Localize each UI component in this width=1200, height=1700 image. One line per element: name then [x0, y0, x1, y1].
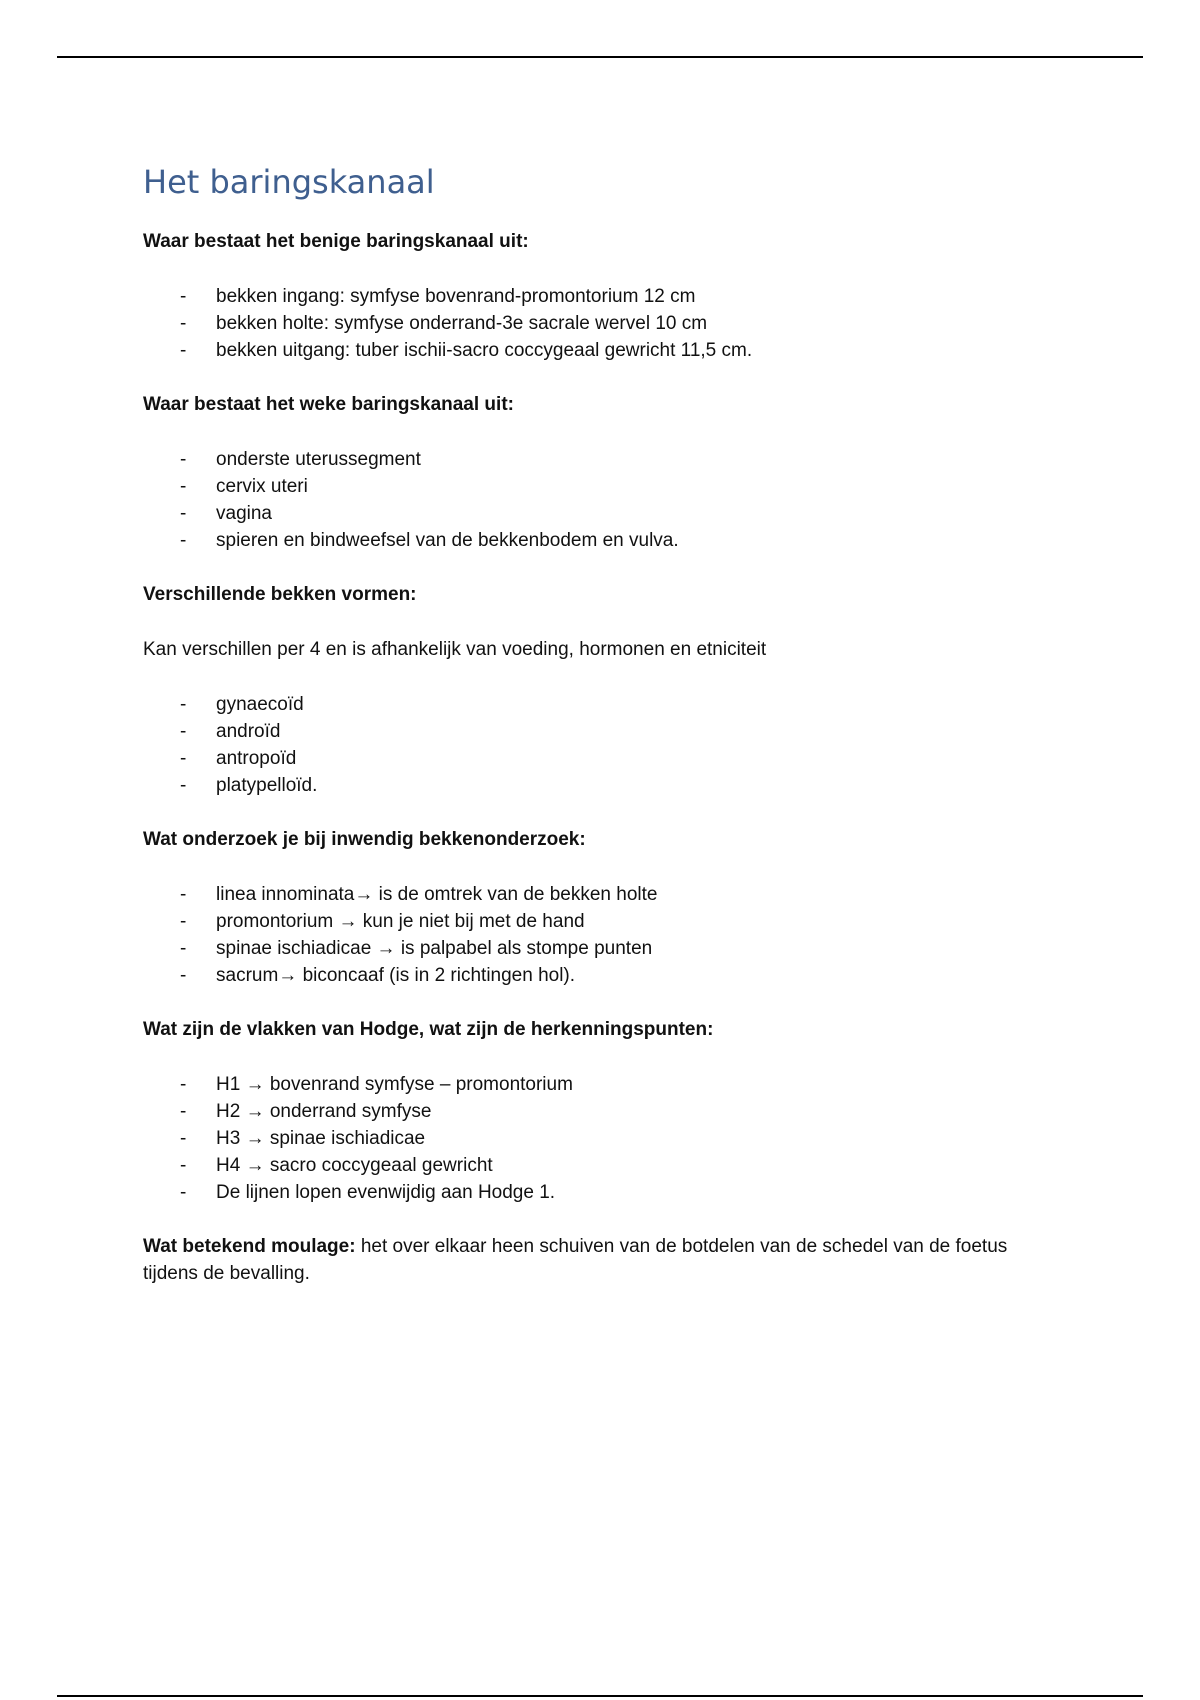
bullet-dash: - — [180, 938, 187, 959]
bullet-dash: - — [180, 694, 187, 715]
bullet-list — [143, 446, 1043, 554]
list-item: - H2 → onderrand symfyse — [143, 1098, 1043, 1125]
section-text: Kan verschillen per 4 en is afhankelijk van voeding, hormonen en etniciteit — [143, 639, 767, 660]
bullet-dash: - — [180, 748, 187, 769]
list-item: - spinae ischiadicae → is palpabel als stompe punten — [143, 935, 1043, 962]
bullet-dash: - — [180, 340, 187, 361]
bullet-dash: - — [180, 449, 187, 470]
bullet-dash: - — [180, 476, 187, 497]
list-item: - linea innominata→ is de omtrek van de bekken holte — [143, 881, 1043, 908]
list-item: - androïd — [143, 718, 1043, 745]
bullet-dash: - — [180, 1182, 187, 1203]
bullet-dash: - — [180, 775, 187, 796]
bullet-dash: - — [180, 313, 187, 334]
bullet-dash: - — [180, 286, 187, 307]
moulage-label: Wat betekend moulage: — [143, 1236, 356, 1257]
section-heading: Wat onderzoek je bij inwendig bekkenonderzoek: — [143, 829, 586, 850]
bullet-dash: - — [180, 503, 187, 524]
section-hodge — [143, 1016, 1043, 1206]
list-item: - H1 → bovenrand symfyse – promontorium — [143, 1071, 1043, 1098]
section-heading: Waar bestaat het benige baringskanaal uit: — [143, 231, 529, 252]
bullet-list — [143, 283, 1043, 364]
footer-rule — [57, 1695, 1143, 1697]
list-item: - bekken uitgang: tuber ischii-sacro coccygeaal gewricht 11,5 cm. — [143, 337, 1043, 364]
section-heading: Waar bestaat het weke baringskanaal uit: — [143, 394, 514, 415]
section-bekkenvormen — [143, 581, 1043, 799]
bullet-dash: - — [180, 530, 187, 551]
bullet-list — [143, 1071, 1043, 1206]
bullet-dash: - — [180, 721, 187, 742]
list-item: - promontorium → kun je niet bij met de hand — [143, 908, 1043, 935]
list-item: - platypelloïd. — [143, 772, 1043, 799]
list-item: - sacrum→ biconcaaf (is in 2 richtingen hol). — [143, 962, 1043, 989]
bullet-dash: - — [180, 1155, 187, 1176]
section-heading: Wat zijn de vlakken van Hodge, wat zijn de herkenningspunten: — [143, 1019, 714, 1040]
header-rule — [57, 56, 1143, 58]
bullet-list — [143, 691, 1043, 799]
bullet-list — [143, 881, 1043, 989]
bullet-dash: - — [180, 965, 187, 986]
section-heading: Verschillende bekken vormen: — [143, 584, 417, 605]
section-weke — [143, 391, 1043, 554]
document-body — [143, 160, 1043, 1287]
bullet-dash: - — [180, 1128, 187, 1149]
moulage-paragraph — [143, 1233, 1043, 1287]
list-item: - H3 → spinae ischiadicae — [143, 1125, 1043, 1152]
list-item: - spieren en bindweefsel van de bekkenbodem en vulva. — [143, 527, 1043, 554]
list-item: - H4 → sacro coccygeaal gewricht — [143, 1152, 1043, 1179]
page-title: Het baringskanaal — [143, 163, 435, 201]
list-item: - gynaecoïd — [143, 691, 1043, 718]
list-item: - cervix uteri — [143, 473, 1043, 500]
bullet-dash: - — [180, 911, 187, 932]
list-item: - vagina — [143, 500, 1043, 527]
section-onderzoek — [143, 826, 1043, 989]
list-item: - De lijnen lopen evenwijdig aan Hodge 1. — [143, 1179, 1043, 1206]
bullet-dash: - — [180, 1074, 187, 1095]
moulage-text: het over elkaar heen schuiven van de botdelen van de schedel van de foetus tijdens de bevalling. — [143, 1236, 1008, 1284]
list-item: - bekken holte: symfyse onderrand-3e sacrale wervel 10 cm — [143, 310, 1043, 337]
section-benige — [143, 228, 1043, 364]
bullet-dash: - — [180, 884, 187, 905]
bullet-dash: - — [180, 1101, 187, 1122]
list-item: - antropoïd — [143, 745, 1043, 772]
list-item: - onderste uterussegment — [143, 446, 1043, 473]
list-item: - bekken ingang: symfyse bovenrand-promontorium 12 cm — [143, 283, 1043, 310]
